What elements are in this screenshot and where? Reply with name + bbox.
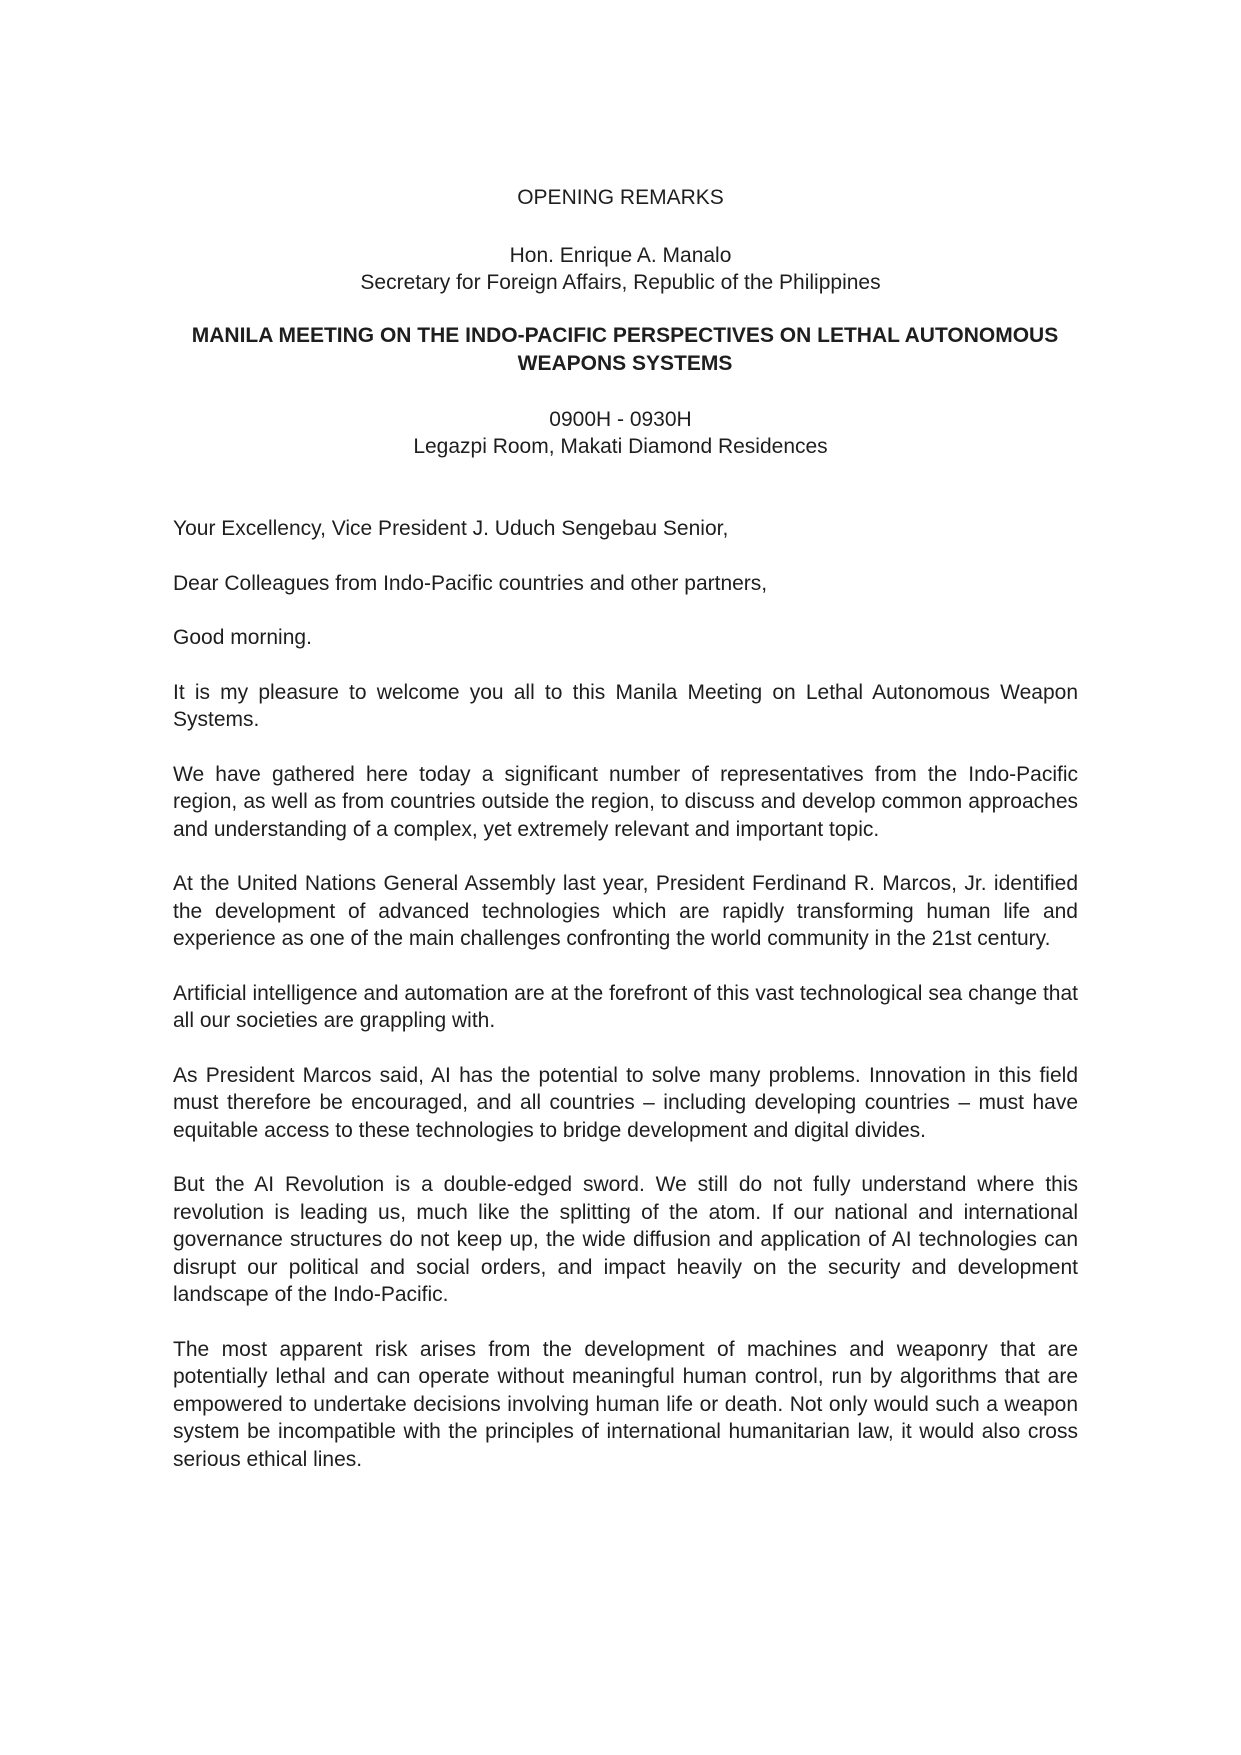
- paragraph: As President Marcos said, AI has the potential to solve many problems. Innovation in this field must therefore be encouraged, and all countries – including developing countries – must have equitable access to these technologies to bridge development and digital divides.: [173, 1063, 1078, 1142]
- paragraph: Artificial intelligence and automation are at the forefront of this vast technological sea change that all our societies are grappling with.: [173, 981, 1078, 1032]
- event-title: MANILA MEETING ON THE INDO-PACIFIC PERSPECTIVES ON LETHAL AUTONOMOUS WEAPONS SYSTEMS: [191, 324, 1059, 375]
- schedule-block: [0, 406, 1241, 460]
- speech-body: [173, 515, 1078, 1500]
- greeting: Good morning.: [173, 626, 312, 649]
- speaker-name: Hon. Enrique A. Manalo: [509, 244, 732, 267]
- speaker-title: Secretary for Foreign Affairs, Republic of the Philippines: [360, 271, 881, 294]
- speaker-block: [0, 242, 1241, 296]
- salutation-colleagues: Dear Colleagues from Indo-Pacific countries and other partners,: [173, 571, 768, 595]
- document-heading: OPENING REMARKS: [517, 186, 724, 209]
- salutation-vice-president: Your Excellency, Vice President J. Uduch Sengebau Senior,: [173, 517, 729, 540]
- paragraph: It is my pleasure to welcome you all to this Manila Meeting on Lethal Autonomous Weapon Systems.: [173, 680, 1078, 731]
- paragraph: At the United Nations General Assembly last year, President Ferdinand R. Marcos, Jr. identified the development of advanced technologies which are rapidly transforming human life and experience as one of the main challenges confronting the world community in the 21st century.: [173, 872, 1078, 950]
- paragraph: But the AI Revolution is a double-edged sword. We still do not fully understand where this revolution is leading us, much like the splitting of the atom. If our national and international governance structures do not keep up, the wide diffusion and application of AI technologies can disrupt our political and social orders, and impact heavily on the security and development landscape of the Indo-Pacific.: [173, 1173, 1078, 1306]
- heading-block: [0, 184, 1241, 211]
- event-venue: Legazpi Room, Makati Diamond Residences: [413, 435, 828, 458]
- event-time: 0900H - 0930H: [549, 408, 692, 431]
- paragraph: We have gathered here today a significant number of representatives from the Indo-Pacific region, as well as from countries outside the region, to discuss and develop common approaches and understanding of a complex, yet extremely relevant and important topic.: [173, 762, 1078, 841]
- paragraph: The most apparent risk arises from the development of machines and weaponry that are potentially lethal and can operate without meaningful human control, run by algorithms that are empowered to undertake decisions involving human life or death. Not only would such a weapon system be incompatible with the principles of international humanitarian law, it would also cross serious ethical lines.: [173, 1337, 1078, 1471]
